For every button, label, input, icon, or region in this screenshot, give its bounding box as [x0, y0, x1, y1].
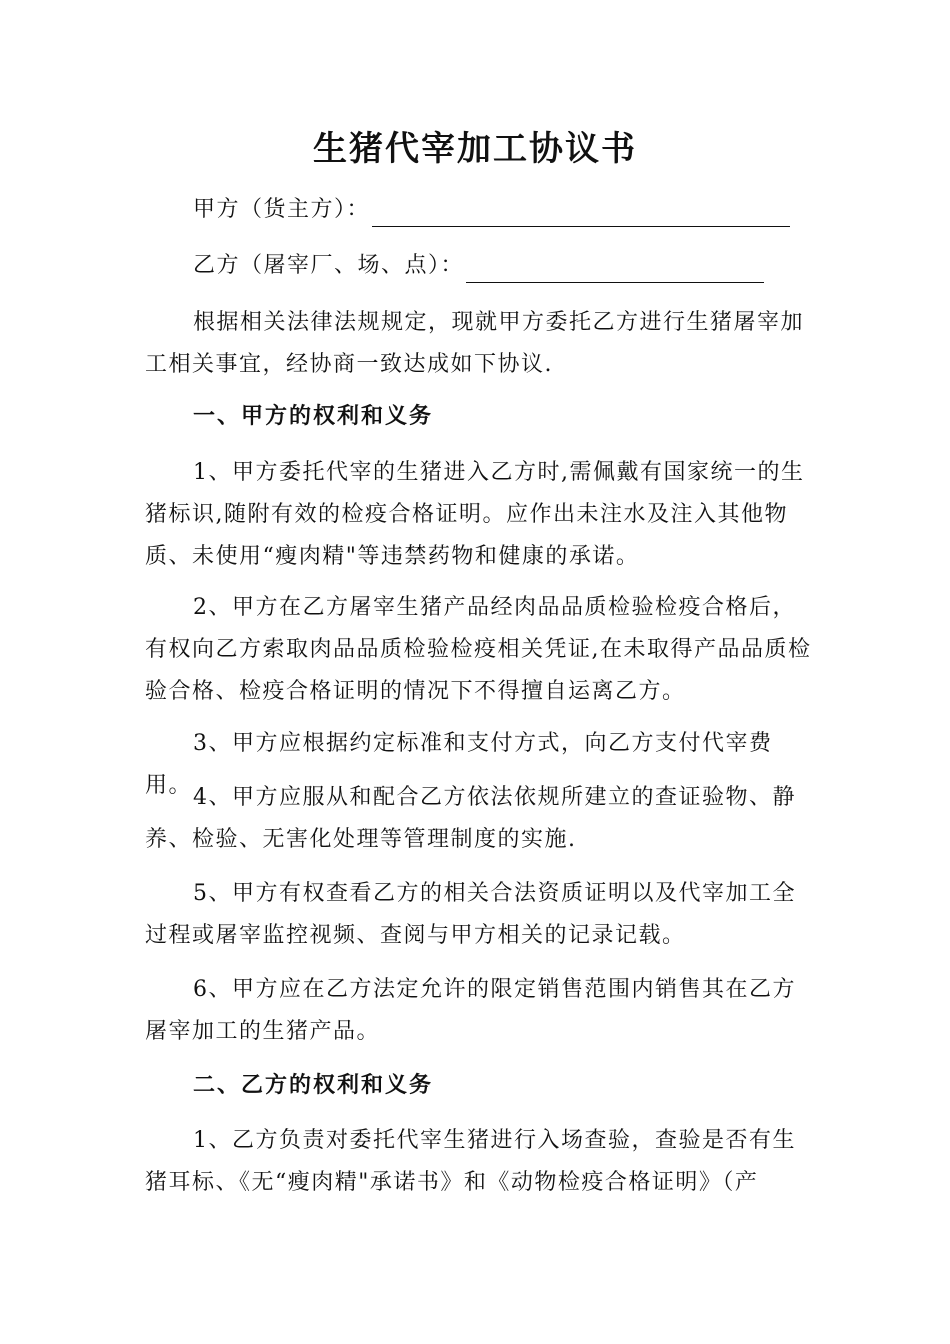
intro-paragraph: 根据相关法律法规规定，现就甲方委托乙方进行生猪屠宰加工相关事宜，经协商一致达成如下协议. [145, 310, 805, 377]
party-b-line [193, 249, 764, 283]
party-a-line [193, 193, 790, 227]
section-1-item-3: 3、甲方应根据约定标准和支付方式，向乙方支付代宰费用。 [145, 731, 773, 798]
party-b-label: 乙方（屠宰厂、场、点）： [193, 253, 465, 278]
section-1-item-1: 1、甲方委托代宰的生猪进入乙方时,需佩戴有国家统一的生猪标识,随附有效的检疫合格证明。应作出未注水及注入其他物质、未使用“瘦肉精"等违禁药物和健康的承诺。 [145, 460, 805, 569]
section-2-heading: 二、乙方的权利和义务 [193, 1073, 434, 1098]
section-1-item-2: 2、甲方在乙方屠宰生猪产品经肉品品质检验检疫合格后，有权向乙方索取肉品品质检验检疫相关凭证,在未取得产品品质检验合格、检疫合格证明的情况下不得擅自运离乙方。 [145, 595, 812, 704]
party-a-label: 甲方（货主方）： [193, 197, 371, 222]
party-b-blank [466, 258, 764, 283]
party-a-blank [372, 202, 790, 227]
section-1-item-6: 6、甲方应在乙方法定允许的限定销售范围内销售其在乙方屠宰加工的生猪产品。 [145, 977, 796, 1044]
section-1-heading: 一、甲方的权利和义务 [193, 404, 434, 429]
document-title: 生猪代宰加工协议书 [313, 129, 637, 169]
section-1-item-4: 4、甲方应服从和配合乙方依法依规所建立的查证验物、静养、检验、无害化处理等管理制度的实施. [145, 785, 796, 852]
section-1-item-5: 5、甲方有权查看乙方的相关合法资质证明以及代宰加工全过程或屠宰监控视频、查阅与甲方相关的记录记载。 [145, 881, 796, 948]
section-2-item-1: 1、乙方负责对委托代宰生猪进行入场查验，查验是否有生猪耳标、《无“瘦肉精"承诺书》和《动物检疫合格证明》（产 [145, 1128, 796, 1195]
